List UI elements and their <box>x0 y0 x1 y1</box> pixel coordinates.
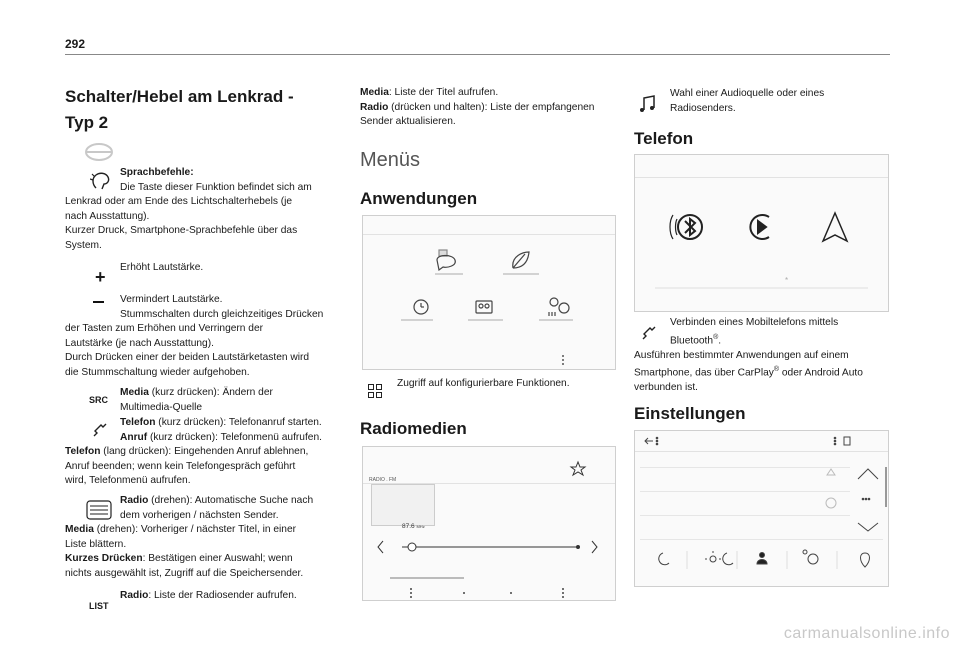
voice-label: Sprachbefehle <box>120 167 191 178</box>
tel-text-5: wird, Telefonmenü aufrufen. <box>65 475 191 487</box>
plus-text: Erhöht Lautstärke. <box>120 262 204 273</box>
col2-radio-text-2: Sender aktualisieren. <box>360 116 456 128</box>
plus-icon: + <box>95 267 106 287</box>
title-line-1: Schalter/Hebel am Lenkrad - <box>65 87 294 106</box>
minus-text-3: der Tasten zum Erhöhen und Verringern der <box>65 323 264 335</box>
voice-block: Sprachbefehle: Die Taste dieser Funktion befindet sich am Lenkrad oder am Ende des Lichtschalterhebels (je nach Ausstattung). Kurzer Druck, Smartphone-Sprachbefehle über das System. <box>65 166 345 254</box>
music-note-icon <box>638 94 658 114</box>
phone-screen <box>634 154 889 312</box>
radio-block <box>65 494 350 582</box>
watermark: carmanualsonline.info <box>783 625 950 642</box>
list-text: : Liste der Radiosender aufrufen. <box>148 590 297 601</box>
apps-screen <box>362 215 616 370</box>
voice-text-4: Kurzer Druck, Smartphone-Sprachbefehle über das <box>65 225 298 237</box>
tel-bold-1: Telefon <box>120 417 156 428</box>
radio-screen-label: RADIO . FM <box>369 477 397 483</box>
minus-text-2: Stummschalten durch gleichzeitiges Drücken <box>120 308 324 320</box>
list-bold: Radio <box>120 590 149 601</box>
col2-media-text: : Liste der Titel aufrufen. <box>388 87 499 98</box>
src-label: SRC <box>89 395 109 405</box>
list-block <box>65 589 297 604</box>
phone-text-2b: . <box>718 334 722 346</box>
title-line-2: Typ 2 <box>65 113 109 132</box>
tel-bold-2: Anruf <box>120 431 148 443</box>
phone-text-2: Bluetooth <box>670 334 714 346</box>
radio-controls <box>363 447 615 600</box>
apps-grid-icons <box>363 216 615 369</box>
voice-text-1: Die Taste dieser Funktion befindet sich am <box>120 181 312 193</box>
tel-text-3: (lang drücken): Eingehenden Anruf ablehnen, <box>100 446 309 458</box>
note-text-2: Radiosenders. <box>670 102 736 114</box>
media-text-1: (drehen): Vorheriger / nächster Titel, in einer <box>93 524 297 536</box>
telefon-block <box>65 416 350 489</box>
src-bold: Media <box>120 387 149 398</box>
src-text-1: (kurz drücken): Ändern der <box>148 387 273 398</box>
src-text-2: Multimedia-Quelle <box>120 401 203 413</box>
src-block <box>65 386 273 415</box>
note-text-1: Wahl einer Audioquelle oder eines <box>670 88 825 99</box>
phone-icons <box>635 155 888 311</box>
audio-source-block <box>670 87 824 116</box>
col2-intro <box>360 86 620 130</box>
phone-text-4b: oder Android Auto <box>779 367 863 379</box>
minus-text-5: Durch Drücken einer der beiden Lautstärketasten wird <box>65 352 310 364</box>
short-text-1: : Bestätigen einer Auswahl; wenn <box>142 553 293 565</box>
phone-text-4: Smartphone, das über CarPlay <box>634 367 774 379</box>
list-label: LIST <box>89 601 109 611</box>
radio-bold: Radio <box>120 495 149 506</box>
media-bold: Media <box>65 524 94 536</box>
phone-text-3: Ausführen bestimmter Anwendungen auf einem <box>634 349 849 361</box>
col2-radio-text-1: (drücken und halten): Liste der empfangenen <box>388 101 595 113</box>
short-bold: Kurzes Drücken <box>65 553 143 565</box>
radio-unit: MHz <box>416 524 425 529</box>
minus-text-4: Lautstärke (je nach Ausstattung). <box>65 337 214 349</box>
radio-freq: 87.6 <box>402 523 415 530</box>
apps-caption: Zugriff auf konfigurierbare Funktionen. <box>397 378 570 389</box>
phone-text-1: Verbinden eines Mobiltelefons mittels <box>670 317 839 328</box>
section-title-steering <box>65 86 294 134</box>
minus-block <box>65 293 350 381</box>
settings-icons <box>635 431 888 586</box>
header-rule <box>65 54 890 55</box>
page-number: 292 <box>65 37 86 51</box>
media-text-2: Liste blättern. <box>65 538 127 550</box>
steering-wheel-icon <box>84 142 114 162</box>
voice-text-5: System. <box>65 239 102 251</box>
tel-text-2: (kurz drücken): Telefonmenü aufrufen. <box>147 431 322 443</box>
minus-text-1: Vermindert Lautstärke. <box>120 294 223 305</box>
voice-text-3: nach Ausstattung). <box>65 210 150 222</box>
minus-text-6: die Stummschaltung wieder aufgehoben. <box>65 366 250 378</box>
voice-text-2: Lenkrad oder am Ende des Lichtschalterhebels (je <box>65 196 293 208</box>
col2-radio-bold: Radio <box>360 101 389 113</box>
settings-title: Einstellungen <box>634 404 746 423</box>
col2-media-bold: Media <box>360 87 389 98</box>
radio-text-2: dem vorherigen / nächsten Sender. <box>120 509 279 521</box>
settings-screen <box>634 430 889 587</box>
phone-block <box>634 316 890 396</box>
apps-title: Anwendungen <box>360 189 478 208</box>
app-grid-icon <box>368 384 382 398</box>
phone-text-5: verbunden ist. <box>634 382 698 394</box>
phone-sup: ® <box>713 333 719 341</box>
tel-text-1: (kurz drücken): Telefonanruf starten. <box>155 417 322 428</box>
svg-text:*: * <box>785 276 789 285</box>
short-text-2: nichts ausgewählt ist, Zugriff auf die Speichersender. <box>65 567 304 579</box>
menus-title: Menüs <box>360 149 421 171</box>
tel-text-4: Anruf beenden; wenn kein Telefongespräch geführt <box>65 460 296 472</box>
radiomedia-title: Radiomedien <box>360 419 467 438</box>
phone-title: Telefon <box>634 129 694 148</box>
tel-bold-3: Telefon <box>65 446 101 458</box>
phone-sup-2: ® <box>773 366 780 374</box>
radio-text-1: (drehen): Automatische Suche nach <box>148 495 314 506</box>
radio-screen <box>362 446 616 601</box>
